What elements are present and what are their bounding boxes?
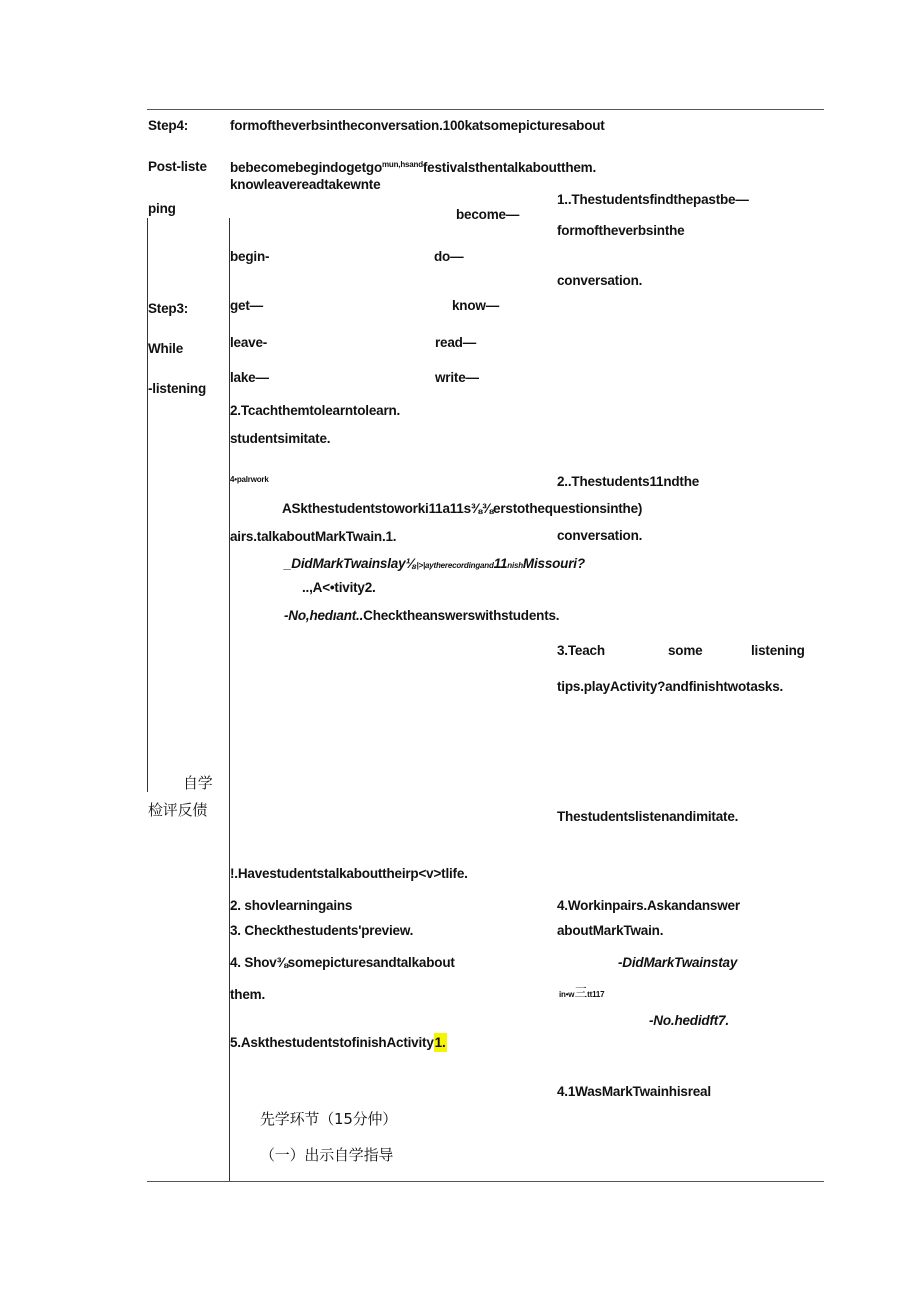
did-stay-c: Missouri? [522,556,585,571]
feedback-label-2: 检评反债 [148,801,208,819]
in-w-end: tt117 [587,990,605,999]
post-listening-label-2: ping [148,201,176,216]
ask-finish-highlight: 1. [434,1035,446,1050]
teach-3-b: some [668,643,703,658]
pairwork-label: 4•palrwork [230,475,269,484]
self-study-guide-heading: （一）出示自学指导 [260,1146,394,1164]
no-he-b: Checktheanswerswithstudents. [363,608,560,623]
verb-lake: lake— [230,370,269,385]
verb-read: read— [435,335,477,350]
them-text: them. [230,987,266,1002]
show-learning-gains: 2. shovlearningains [230,898,353,913]
verb-become: become— [456,207,520,222]
did-stay-a: _DidMarkTwainslay⅛ [284,556,417,571]
listen-and-imitate: Thestudentslistenandimitate. [557,809,739,824]
in-w-line [559,986,604,1000]
work-pairs-1: 4.Workinpairs.Askandanswer [557,898,740,913]
did-mark-twain-stay-right: -DidMarkTwainstay [618,955,738,970]
did-stay-b: 11 [493,556,508,571]
feedback-label-1: 自学 [183,774,213,792]
show-pictures: 4. Shov⅜somepicturesandtalkabout [230,955,455,970]
teach-3-c: listening [751,643,805,658]
find-2-2: conversation. [557,528,643,543]
no-he-didnt: -No.hedidft7. [649,1013,729,1028]
find-past-3: conversation. [557,273,643,288]
verb-do: do— [434,249,464,264]
ask-finish-text: 5.AskthestudentstofinishActivity [230,1035,434,1050]
step3-label: Step3: [148,301,189,316]
teach-3-a: 3.Teach [557,643,605,658]
listening-tips: tips.playActivity?andfinishtwotasks. [557,679,784,694]
verbs-line-2-b: festivalsthentalkaboutthem. [422,160,597,175]
students-imitate: studentsimitate. [230,431,331,446]
step4-label: Step4: [148,118,189,133]
verbs-line-3: knowleavereadtakewnte [230,177,381,192]
in-w-mid: 三 [574,986,588,1001]
verbs-line-2 [230,161,596,175]
while-label: While [148,341,183,356]
check-preview: 3. Checkthestudents'preview. [230,923,414,938]
verbs-line-1: formoftheverbsintheconversation.100katsomepicturesabout [230,118,605,133]
find-past-2: formoftheverbsinthe [557,223,685,238]
did-mark-twain-stay [284,557,585,571]
have-students-talk: !.Havestudentstalkabouttheirp<v>tlife. [230,866,468,881]
pre-study-heading: 先学环节（15分仲） [260,1110,398,1128]
work-pairs-2: aboutMarkTwain. [557,923,664,938]
activity2-label: ..,A<•tivity2. [302,580,376,595]
ask-students-work: ASkthestudentstoworki11a11s⅜⅜erstothequestionsinthe) [282,501,643,516]
listening-label: -listening [148,381,206,396]
verb-know: know— [452,298,500,313]
ask-finish-activity [230,1036,447,1050]
did-stay-small2: nish [507,561,523,570]
was-mark-twain-real: 4.1WasMarkTwainhisreal [557,1084,711,1099]
did-stay-small: |>|aytherecordingand [416,561,494,570]
verb-write: write— [435,370,479,385]
verb-get: get— [230,298,263,313]
verbs-line-2-a: bebecomebegindogetgo [230,160,383,175]
pairs-talk-mark-twain: airs.talkaboutMarkTwain.1. [230,529,397,544]
find-past-1: 1..Thestudentsfindthepastbe— [557,192,749,207]
verb-leave: leave- [230,335,268,350]
find-2-1: 2..Thestudents11ndthe [557,474,700,489]
verbs-line-2-sup: mun,hsand [382,160,423,169]
teach-learn: 2.Tcachthemtolearntolearn. [230,403,401,418]
table-top-border [147,109,824,110]
no-he-a: -No,hedıant.. [284,608,364,623]
post-listening-label-1: Post-liste [148,159,207,174]
no-he-check-answers [284,609,559,623]
verb-begin: begin- [230,249,270,264]
in-w-a: in•w [559,990,575,999]
table-bottom-border [147,1181,824,1182]
